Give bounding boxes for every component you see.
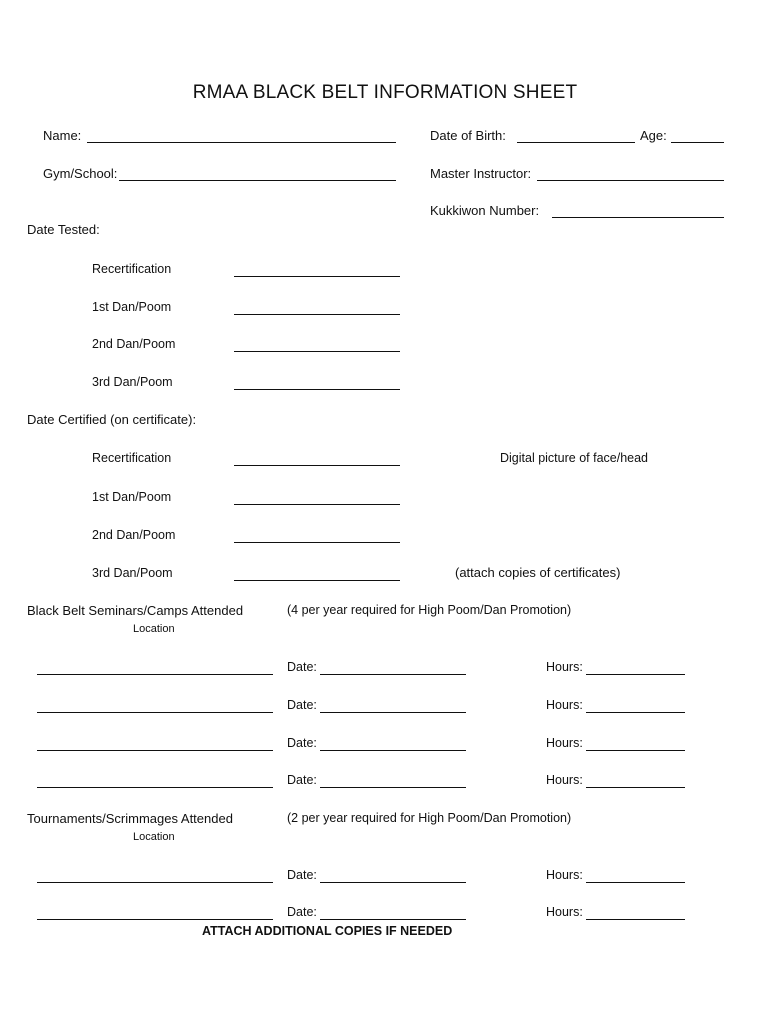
tournament-location-field[interactable] <box>37 919 273 920</box>
name-field[interactable] <box>87 142 396 143</box>
seminar-date-field[interactable] <box>320 674 466 675</box>
tournament-date-field[interactable] <box>320 882 466 883</box>
tested-item-label: 2nd Dan/Poom <box>92 337 176 351</box>
seminar-hours-field[interactable] <box>586 674 685 675</box>
tested-2nd-dan-field[interactable] <box>234 351 400 352</box>
seminar-date-label: Date: <box>287 660 317 674</box>
seminar-location-field[interactable] <box>37 750 273 751</box>
dob-label: Date of Birth: <box>430 128 506 143</box>
page-title: RMAA BLACK BELT INFORMATION SHEET <box>192 82 578 103</box>
attach-certificates-note: (attach copies of certificates) <box>455 565 621 580</box>
certified-recert-field[interactable] <box>234 465 400 466</box>
seminar-hours-label: Hours: <box>546 773 583 787</box>
tournament-date-label: Date: <box>287 868 317 882</box>
seminar-date-label: Date: <box>287 773 317 787</box>
age-label: Age: <box>640 128 667 143</box>
master-instructor-label: Master Instructor: <box>430 166 532 181</box>
age-field[interactable] <box>671 142 724 143</box>
name-label: Name: <box>43 128 82 143</box>
seminar-location-field[interactable] <box>37 787 273 788</box>
date-tested-heading: Date Tested: <box>27 222 100 237</box>
certified-item-label: 1st Dan/Poom <box>92 490 172 504</box>
tournament-location-field[interactable] <box>37 882 273 883</box>
tested-3rd-dan-field[interactable] <box>234 389 400 390</box>
seminar-date-label: Date: <box>287 736 317 750</box>
tournament-hours-field[interactable] <box>586 919 685 920</box>
tournaments-note: (2 per year required for High Poom/Dan Promotion) <box>287 811 572 825</box>
seminar-hours-label: Hours: <box>546 736 583 750</box>
certified-3rd-dan-field[interactable] <box>234 580 400 581</box>
seminar-date-field[interactable] <box>320 750 466 751</box>
kukkiwon-label: Kukkiwon Number: <box>430 203 540 218</box>
tournaments-heading: Tournaments/Scrimmages Attended <box>27 811 233 826</box>
date-certified-heading: Date Certified (on certificate): <box>27 412 197 427</box>
seminar-location-field[interactable] <box>37 674 273 675</box>
seminars-note: (4 per year required for High Poom/Dan Promotion) <box>287 603 572 617</box>
tournaments-location-label: Location <box>133 831 175 843</box>
seminar-hours-label: Hours: <box>546 698 583 712</box>
tested-recert-field[interactable] <box>234 276 400 277</box>
certified-item-label: 2nd Dan/Poom <box>92 528 176 542</box>
seminar-hours-field[interactable] <box>586 787 685 788</box>
gym-label: Gym/School: <box>43 166 118 181</box>
seminar-date-label: Date: <box>287 698 317 712</box>
seminar-hours-field[interactable] <box>586 750 685 751</box>
seminar-date-field[interactable] <box>320 787 466 788</box>
dob-field[interactable] <box>517 142 635 143</box>
certified-item-label: Recertification <box>92 451 172 465</box>
seminars-location-label: Location <box>133 623 175 635</box>
tested-item-label: Recertification <box>92 262 172 276</box>
photo-label: Digital picture of face/head <box>500 451 649 465</box>
kukkiwon-field[interactable] <box>552 217 724 218</box>
gym-field[interactable] <box>119 180 396 181</box>
master-instructor-field[interactable] <box>537 180 724 181</box>
tested-1st-dan-field[interactable] <box>234 314 400 315</box>
seminar-date-field[interactable] <box>320 712 466 713</box>
certified-1st-dan-field[interactable] <box>234 504 400 505</box>
tournament-hours-field[interactable] <box>586 882 685 883</box>
seminar-hours-field[interactable] <box>586 712 685 713</box>
certified-item-label: 3rd Dan/Poom <box>92 566 173 580</box>
tournament-date-field[interactable] <box>320 919 466 920</box>
tested-item-label: 3rd Dan/Poom <box>92 375 173 389</box>
seminar-hours-label: Hours: <box>546 660 583 674</box>
certified-2nd-dan-field[interactable] <box>234 542 400 543</box>
tournament-hours-label: Hours: <box>546 868 583 882</box>
footer-note: ATTACH ADDITIONAL COPIES IF NEEDED <box>202 924 453 938</box>
tested-item-label: 1st Dan/Poom <box>92 300 172 314</box>
tournament-date-label: Date: <box>287 905 317 919</box>
tournament-hours-label: Hours: <box>546 905 583 919</box>
seminar-location-field[interactable] <box>37 712 273 713</box>
seminars-heading: Black Belt Seminars/Camps Attended <box>27 603 244 618</box>
